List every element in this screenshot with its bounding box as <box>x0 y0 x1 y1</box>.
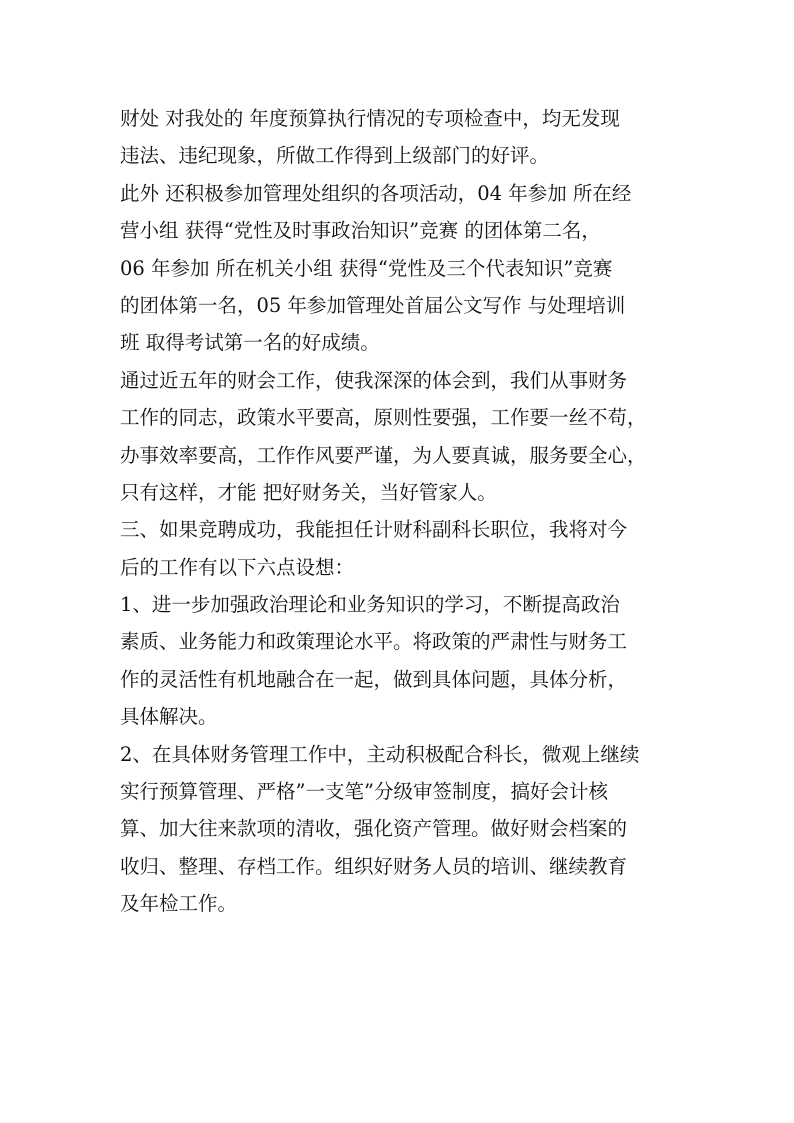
plan-item-1 <box>120 586 680 736</box>
text-line: 后的工作有以下六点设想： <box>120 555 355 579</box>
document-body <box>120 100 680 923</box>
text-line: 及年检工作。 <box>120 892 238 916</box>
text-line: 作的灵活性有机地融合在一起，做到具体问题，具体分析， <box>120 667 628 691</box>
text-line: 此外 还积极参加管理处组织的各项活动，04 年参加 所在经 <box>120 181 632 205</box>
paragraph-activities <box>120 175 680 362</box>
text-line: 2、在具体财务管理工作中，主动积极配合科长，微观上继续 <box>120 742 640 766</box>
text-line: 工作的同志，政策水平要高，原则性要强，工作要一丝不苟， <box>120 406 647 430</box>
text-line: 违法、违纪现象，所做工作得到上级部门的好评。 <box>120 144 550 168</box>
text-line: 06 年参加 所在机关小组 获得“党性及三个代表知识”竞赛 <box>120 256 613 280</box>
text-line: 实行预算管理、严格”一支笔”分级审签制度，搞好会计核 <box>120 780 608 804</box>
section-heading-plans <box>120 511 680 586</box>
text-line: 办事效率要高，工作作风要严谨，为人要真诚，服务要全心， <box>120 443 647 467</box>
text-line: 1、进一步加强政治理论和业务知识的学习，不断提高政治 <box>120 593 620 617</box>
text-line: 通过近五年的财会工作，使我深深的体会到，我们从事财务 <box>120 368 628 392</box>
text-line: 算、加大往来款项的清收，强化资产管理。做好财会档案的 <box>120 817 628 841</box>
text-line: 素质、业务能力和政策理论水平。将政策的严肃性与财务工 <box>120 630 628 654</box>
plan-item-2 <box>120 736 680 923</box>
text-line: 的团体第一名，05 年参加管理处首届公文写作 与处理培训 <box>120 293 626 317</box>
text-line: 营小组 获得“党性及时事政治知识”竞赛 的团体第二名， <box>120 219 601 243</box>
paragraph-inspection-result <box>120 100 680 175</box>
text-line: 财处 对我处的 年度预算执行情况的专项检查中，均无发现 <box>120 107 620 130</box>
text-line: 只有这样，才能 把好财务关，当好管家人。 <box>120 480 497 504</box>
text-line: 三、如果竞聘成功，我能担任计财科副科长职位，我将对今 <box>120 518 628 542</box>
paragraph-experience <box>120 362 680 512</box>
text-line: 班 取得考试第一名的好成绩。 <box>120 331 380 355</box>
text-line: 收归、整理、存档工作。组织好财务人员的培训、继续教育 <box>120 854 628 878</box>
text-line: 具体解决。 <box>120 705 218 729</box>
